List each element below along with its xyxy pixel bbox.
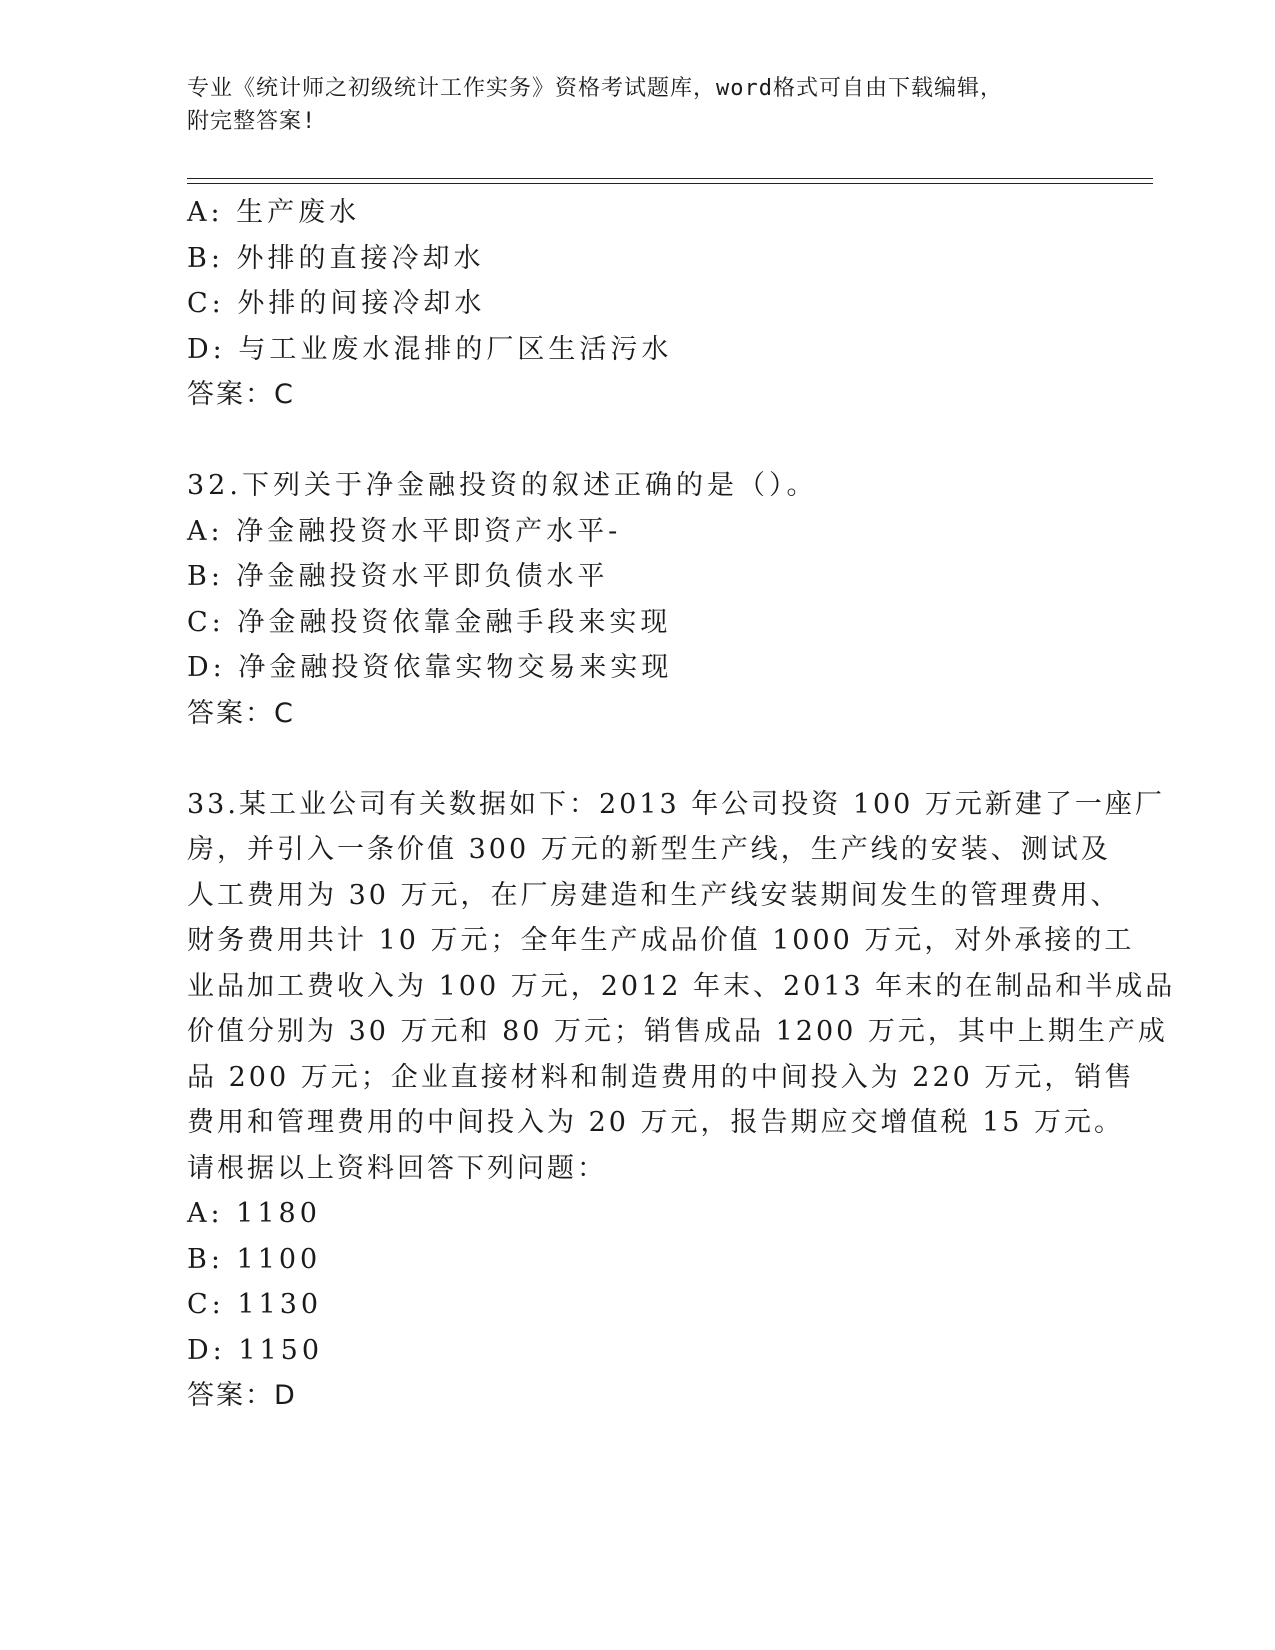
header-divider-bottom — [187, 183, 1153, 184]
answer-line: 答案：D — [187, 1380, 297, 1411]
question-text-line: 财务费用共计 10 万元；全年生产成品价值 1000 万元，对外承接的工 — [187, 925, 1135, 956]
question-text: 32.下列关于净金融投资的叙述正确的是（）。 — [187, 470, 818, 501]
question-32-block — [187, 463, 1087, 736]
document-header — [187, 72, 1087, 138]
option-c: C: 净金融投资依靠金融手段来实现 — [187, 606, 672, 638]
question-text-line: 33.某工业公司有关数据如下：2013 年公司投资 100 万元新建了一座厂 — [187, 788, 1165, 820]
question-text-line: 费用和管理费用的中间投入为 20 万元，报告期应交增值税 15 万元。 — [187, 1107, 1125, 1138]
option-b: B: 净金融投资水平即负债水平 — [187, 561, 609, 592]
option-c: C: 1130 — [187, 1289, 323, 1320]
answer-line: 答案：C — [187, 379, 295, 410]
option-b: B: 1100 — [187, 1243, 322, 1275]
option-a: A: 净金融投资水平即资产水平- — [187, 515, 622, 547]
option-b: B: 外排的直接冷却水 — [187, 242, 485, 274]
option-c: C: 外排的间接冷却水 — [187, 288, 486, 319]
option-d: D: 净金融投资依靠实物交易来实现 — [187, 652, 673, 683]
question-31-block — [187, 190, 1087, 418]
question-text-line: 品 200 万元；企业直接材料和制造费用的中间投入为 220 万元，销售 — [187, 1061, 1135, 1093]
question-text-line: 业品加工费收入为 100 万元，2012 年末、2013 年末的在制品和半成品 — [187, 970, 1176, 1002]
question-text-line: 房，并引入一条价值 300 万元的新型生产线，生产线的安装、测试及 — [187, 834, 1111, 865]
question-33-block — [187, 782, 1176, 1419]
spacer — [187, 418, 1087, 464]
question-list — [187, 190, 1176, 1419]
header-title-line: 专业《统计师之初级统计工作实务》资格考试题库，word格式可自由下载编辑， — [187, 76, 1003, 101]
option-a: A: 1180 — [187, 1198, 321, 1229]
answer-line: 答案：C — [187, 697, 295, 729]
header-divider-top — [187, 178, 1153, 179]
spacer — [187, 736, 1087, 782]
header-subtitle-line: 附完整答案! — [187, 109, 317, 134]
option-d: D: 与工业废水混排的厂区生活污水 — [187, 333, 673, 365]
question-text-line: 价值分别为 30 万元和 80 万元；销售成品 1200 万元，其中上期生产成 — [187, 1016, 1168, 1047]
question-text-line: 请根据以上资料回答下列问题： — [187, 1152, 607, 1184]
question-text-line: 人工费用为 30 万元，在厂房建造和生产线安装期间发生的管理费用、 — [187, 879, 1121, 911]
option-d: D: 1150 — [187, 1334, 324, 1366]
option-a: A: 生产废水 — [187, 197, 361, 228]
